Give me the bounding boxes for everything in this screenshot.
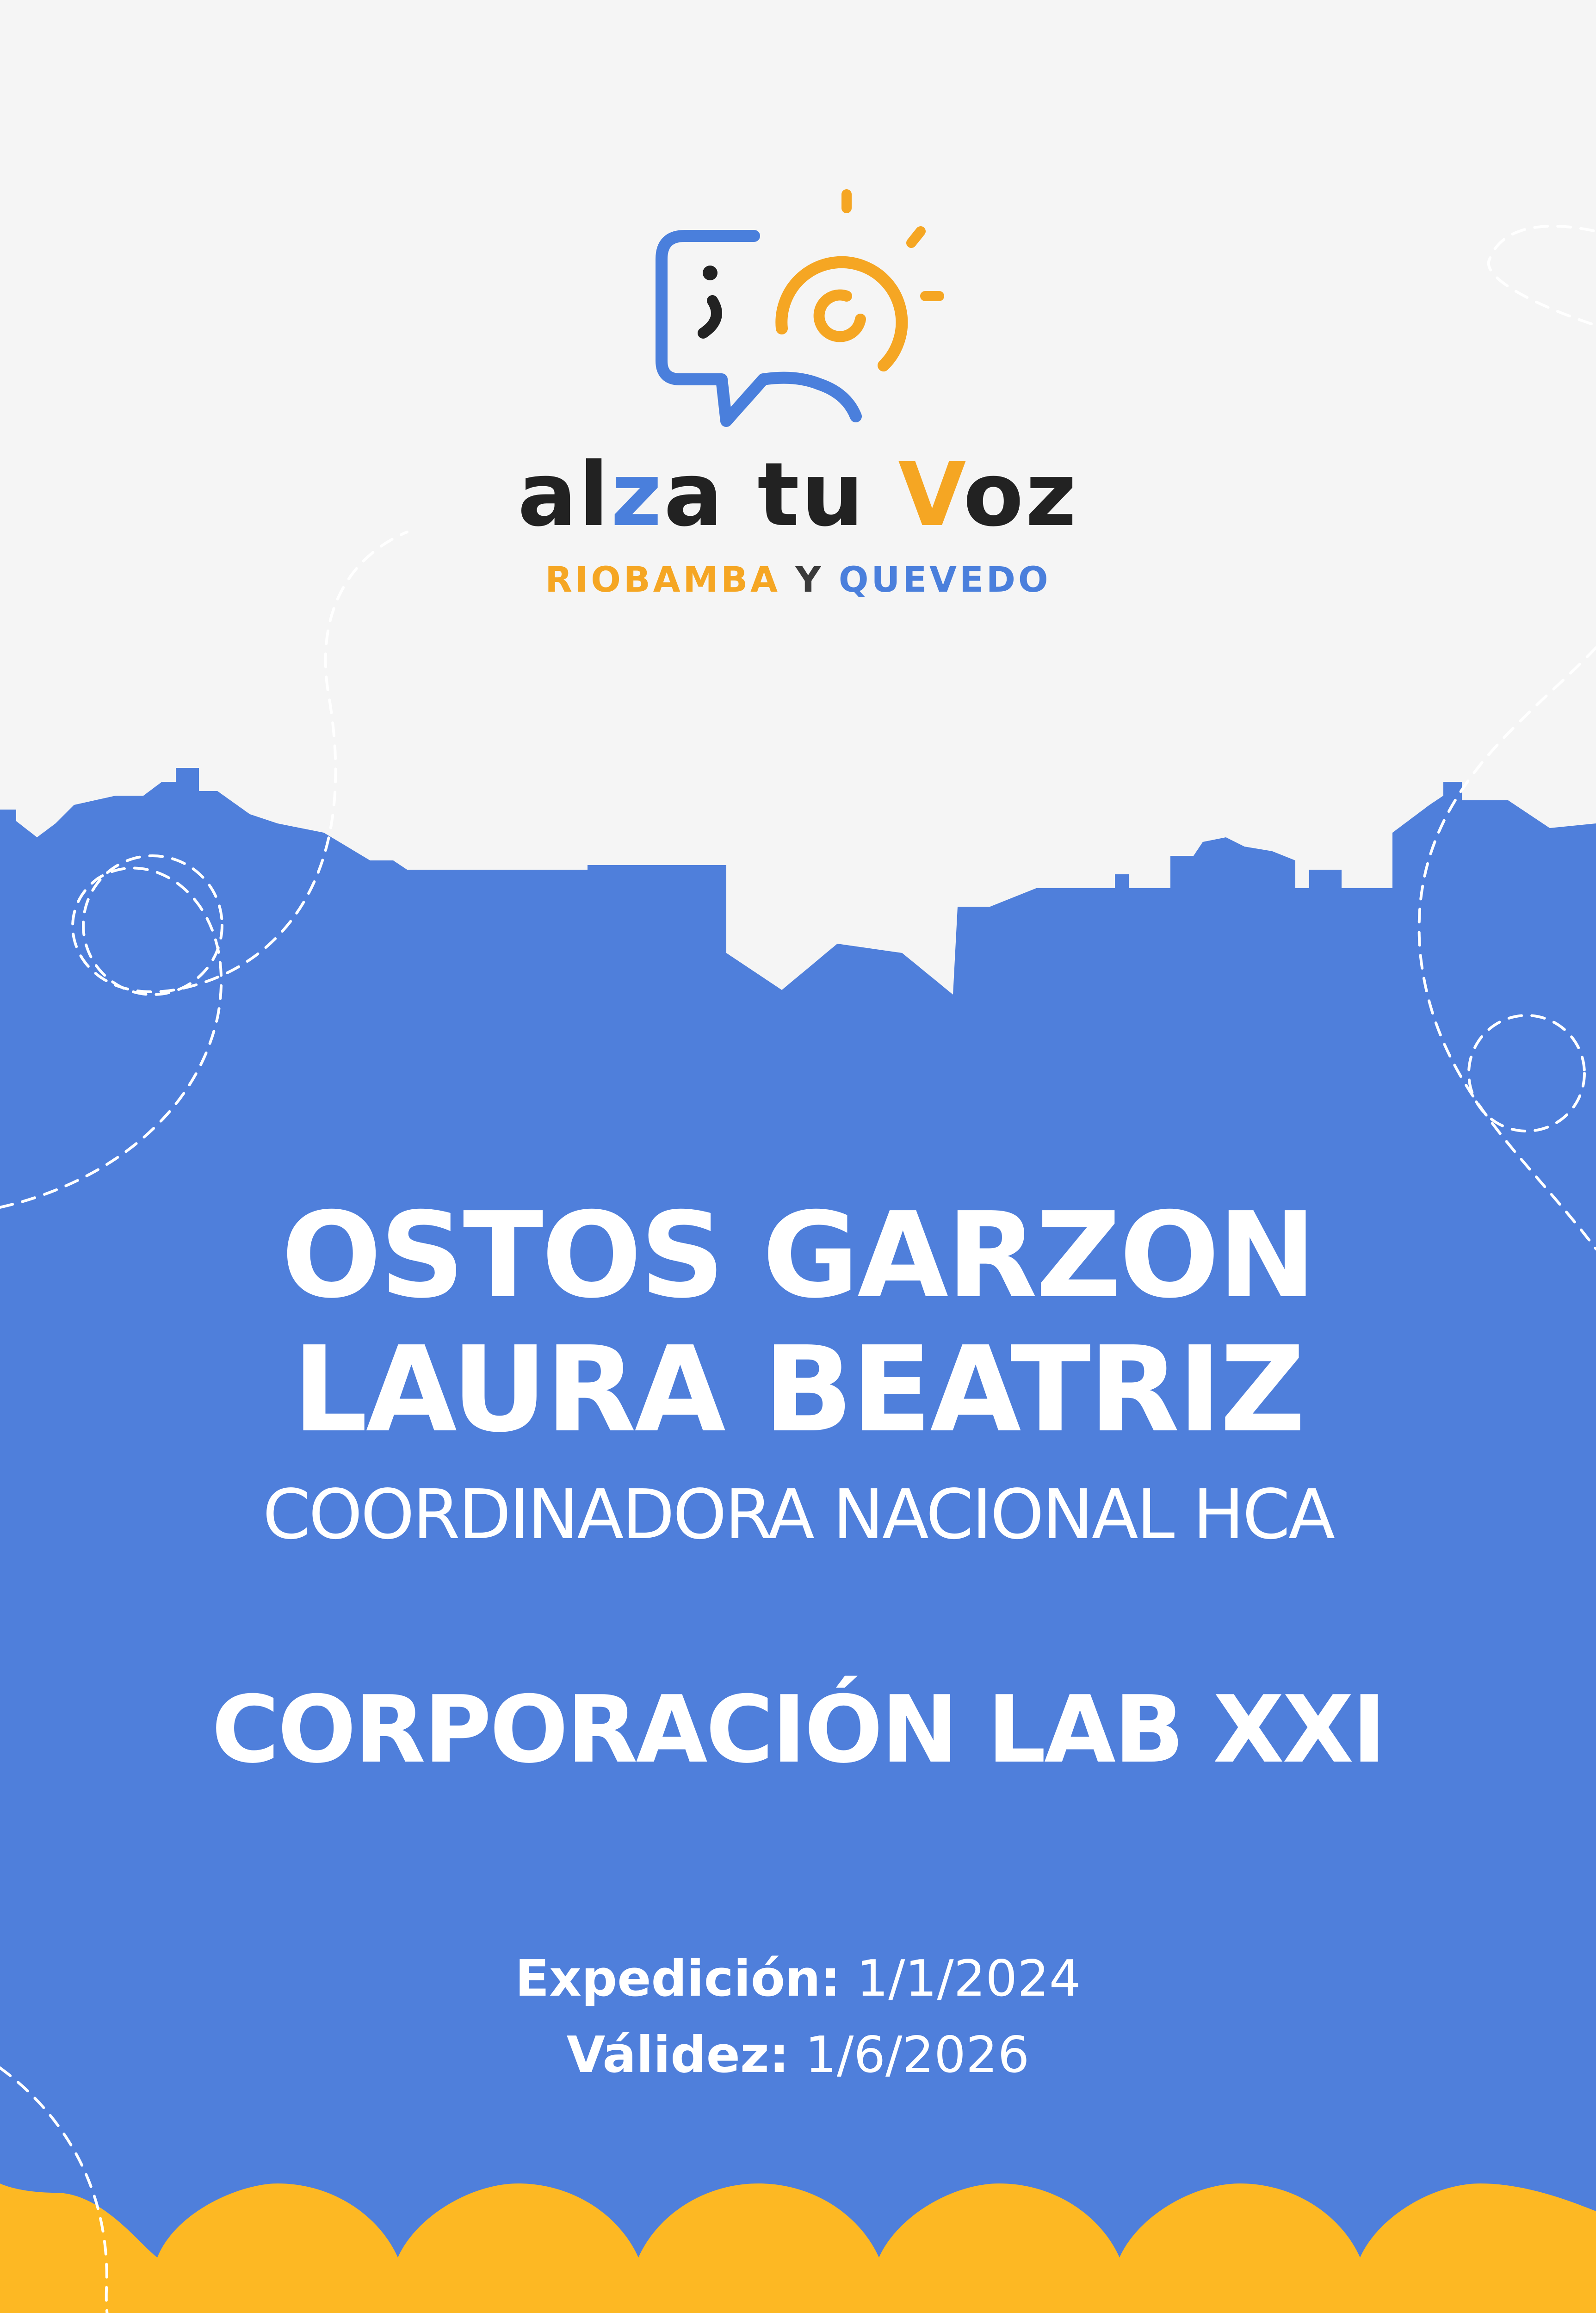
brand-name-v: V [898, 444, 964, 546]
brand-name-z: z [611, 444, 664, 546]
brand-name-part-1: al [517, 444, 611, 546]
city-quevedo: QUEVEDO [838, 559, 1051, 600]
holder-name [0, 1189, 1596, 1457]
holder-role: COORDINADORA NACIONAL HCA [262, 1475, 1334, 1554]
issue-date-row [0, 1941, 1596, 2017]
card-dates [0, 1941, 1596, 2093]
issue-date-value: 1/1/2024 [856, 1950, 1081, 2008]
valid-date-label: Válidez: [566, 2026, 789, 2084]
holder-surname: OSTOS GARZON [281, 1187, 1315, 1324]
city-riobamba: RIOBAMBA [545, 559, 780, 600]
valid-date-row [0, 2017, 1596, 2093]
issue-date-label: Expedición: [515, 1950, 841, 2008]
holder-organization: CORPORACIÓN LAB XXI [211, 1676, 1385, 1784]
holder-given-names: LAURA BEATRIZ [292, 1321, 1304, 1459]
brand-name [0, 444, 1596, 546]
city-connector: Y [795, 559, 824, 600]
brand-cities [0, 559, 1596, 600]
alza-tu-voz-logo-icon [643, 180, 967, 439]
valid-date-value: 1/6/2026 [805, 2026, 1030, 2084]
brand-name-part-3: oz [963, 444, 1079, 546]
brand-name-part-2: a tu [663, 444, 898, 546]
